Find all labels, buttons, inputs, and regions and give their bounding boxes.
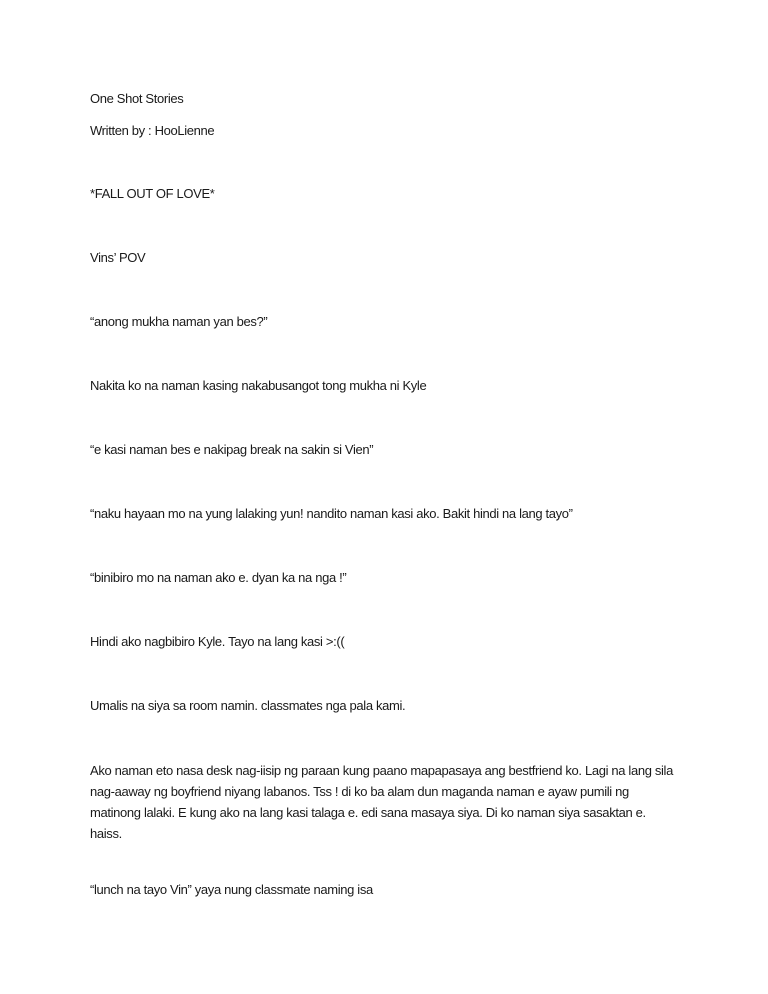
paragraph: “naku hayaan mo na yung lalaking yun! nandito naman kasi ako. Bakit hindi na lang tayo” xyxy=(90,506,573,521)
paragraph: Ako naman eto nasa desk nag-iisip ng paraan kung paano mapapasaya ang bestfriend ko. Lagi na lang sila nag-aaway ng boyfriend niyang labanos. Tss ! di ko ba alam dun maganda naman e ayaw pumili ng matinong lalaki. E kung ako na lang kasi talaga e. edi sana masaya siya. Di ko naman siya sasaktan e. haiss. xyxy=(90,763,673,841)
paragraph: “binibiro mo na naman ako e. dyan ka na nga !” xyxy=(90,570,347,585)
document-title: One Shot Stories xyxy=(90,91,184,106)
author-line: Written by : HooLienne xyxy=(90,123,215,138)
story-title: *FALL OUT OF LOVE* xyxy=(90,186,215,201)
paragraph: Hindi ako nagbibiro Kyle. Tayo na lang kasi >:(( xyxy=(90,634,345,649)
pov-heading: Vins’ POV xyxy=(90,250,146,265)
paragraph: “anong mukha naman yan bes?” xyxy=(90,314,268,329)
paragraph: “e kasi naman bes e nakipag break na sakin si Vien” xyxy=(90,442,374,457)
paragraph: Umalis na siya sa room namin. classmates nga pala kami. xyxy=(90,698,406,713)
paragraph: “lunch na tayo Vin” yaya nung classmate naming isa xyxy=(90,882,373,897)
paragraph: Nakita ko na naman kasing nakabusangot tong mukha ni Kyle xyxy=(90,378,427,393)
